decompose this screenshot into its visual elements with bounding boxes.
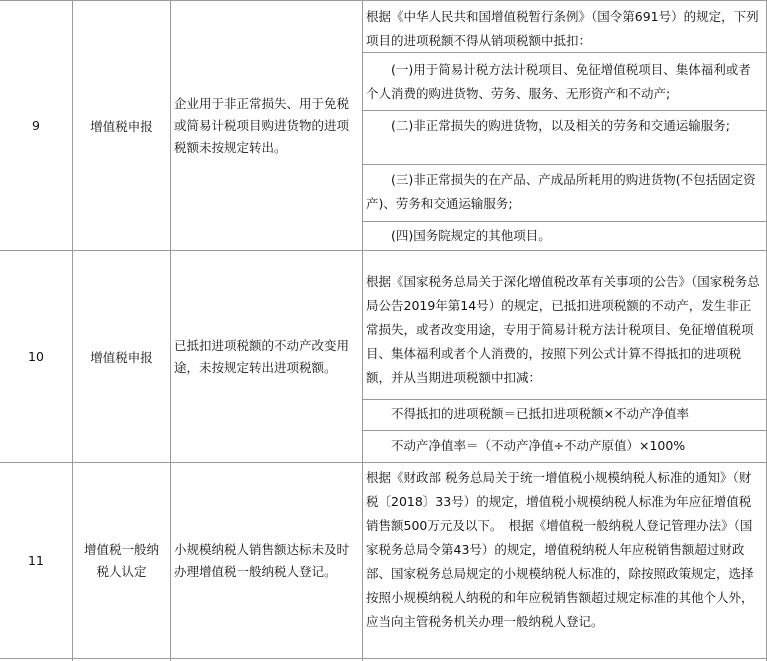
row-risk (174, 1, 360, 250)
row-number (0, 1, 72, 250)
row-category-text: 增值税一般纳税人认定 (83, 541, 159, 579)
row-risk (174, 251, 360, 462)
basis-item: (一)用于简易计税方法计税项目、免征增值税项目、集体福利或者个人消费的购进货物、劳务、服务、无形资产和不动产; (366, 62, 751, 101)
row-risk (174, 463, 360, 658)
row-category-text: 增值税申报 (90, 349, 153, 365)
basis-formula: 不得抵扣的进项税额＝已抵扣进项税额×不动产净值率 (391, 406, 689, 421)
row-number-text: 9 (32, 118, 40, 133)
row-number-text: 10 (28, 349, 44, 364)
row-category (73, 1, 170, 250)
basis-paragraph: 根据《国家税务总局关于深化增值税改革有关事项的公告》（国家税务总局公告2019年第14号）的规定，已抵扣进项税额的不动产，发生非正常损失，或者改变用途，专用于简易计税方法计税项目、免征增值税项目、集体福利或者个人消费的，按照下列公式计算不得抵扣的进项税额，并从当期进项税额中扣减： (366, 274, 760, 385)
row-number (0, 463, 72, 658)
basis-formula: 不动产净值率＝（不动产净值÷不动产原值）×100% (391, 438, 686, 453)
basis-item: (四)国务院规定的其他项目。 (391, 228, 551, 243)
row-risk-text: 已抵扣进项税额的不动产改变用途，未按规定转出进项税额。 (174, 337, 350, 375)
row-category-text: 增值税申报 (90, 118, 153, 134)
basis-paragraph: 根据《中华人民共和国增值税暂行条例》（国令第691号）的规定，下列项目的进项税额不得从销项税额中抵扣： (366, 9, 759, 48)
basis-paragraph: 根据《财政部 税务总局关于统一增值税小规模纳税人标准的通知》（财税〔2018〕33号）的规定，增值税小规模纳税人标准为年应征增值税销售额500万元及以下。 根据《增值税一般纳税人登记管理办法》（国家税务总局令第43号）的规定，增值税纳税人年应税销售额超过财政部、国家税务总局规定的小规模纳税人标准的，除按照政策规定，选择按照小规模纳税人纳税的和年应税销售额超过规定标准的其他个人外，应当向主管税务机关办理一般纳税人登记。 (366, 470, 754, 629)
row-category (73, 463, 170, 658)
row-number (0, 251, 72, 462)
basis-item: (二)非正常损失的购进货物，以及相关的劳务和交通运输服务; (391, 118, 730, 133)
row-category (73, 251, 170, 462)
row-risk-text: 小规模纳税人销售额达标未及时办理增值税一般纳税人登记。 (174, 541, 350, 579)
basis-item: (三)非正常损失的在产品、产成品所耗用的购进货物(不包括固定资产)、劳务和交通运输服务; (366, 172, 756, 211)
row-number-text: 11 (28, 553, 44, 568)
row-risk-text: 企业用于非正常损失、用于免税或简易计税项目购进货物的进项税额未按规定转出。 (174, 95, 350, 155)
